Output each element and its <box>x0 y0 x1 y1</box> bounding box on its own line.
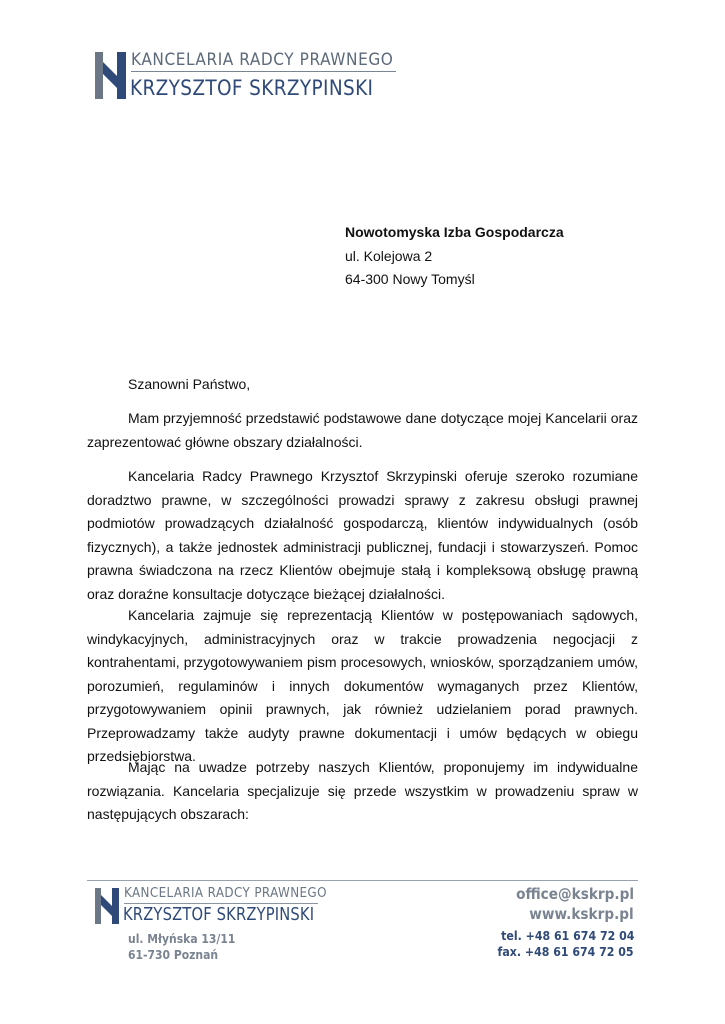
footer-logo-firm-name: KRZYSZTOF SKRZYPINSKI <box>123 905 315 925</box>
footer-divider <box>87 880 638 881</box>
letter-greeting: Szanowni Państwo, <box>128 376 251 392</box>
footer-address-street: ul. Młyńska 13/11 <box>128 932 236 946</box>
footer-email[interactable]: office@kskrp.pl <box>516 885 634 903</box>
footer-address-city: 61-730 Poznań <box>128 948 219 962</box>
recipient-city: 64-300 Nowy Tomyśl <box>345 271 475 287</box>
footer-logo-divider <box>124 903 318 904</box>
letter-paragraph: Mając na uwadze potrzeby naszych Klientów, proponujemy im indywidualne rozwiązania. Kancelaria specjalizuje się przede wszystkim w prowadzeniu spraw w następujących obszarach: <box>87 759 638 822</box>
footer-logo-mark-icon <box>95 888 120 924</box>
logo-mark-icon <box>95 52 127 99</box>
logo-firm-name: KRZYSZTOF SKRZYPINSKI <box>130 76 374 101</box>
footer-phone: tel. +48 61 674 72 04 <box>500 928 634 943</box>
logo-divider <box>131 71 396 72</box>
recipient-street: ul. Kolejowa 2 <box>345 247 433 264</box>
letter-paragraph: Kancelaria zajmuje się reprezentacją Klientów w postępowaniach sądowych, windykacyjnych, administracyjnych oraz w trakcie prowadzenia negocjacji z kontrahentami, przygotowywaniem pism procesowych, wniosków, sporządzaniem umów, porozumień, regulaminów i innych dokumentów wymaganych przez Klientów, przygotowywaniem opinii prawnych, jak również udzielaniem porad prawnych. Przeprowadzamy także audyty prawne dokumentacji i umów będących w obiegu przedsiębiorstwa. <box>87 607 638 764</box>
footer-logo-firm-type: KANCELARIA RADCY PRAWNEGO <box>124 886 327 901</box>
footer-fax: fax. +48 61 674 72 05 <box>497 944 634 959</box>
recipient-name: Nowotomyska Izba Gospodarcza <box>345 224 564 240</box>
letter-paragraph: Mam przyjemność przedstawić podstawowe dane dotyczące mojej Kancelarii oraz zaprezentować główne obszary działalności. <box>87 410 638 450</box>
letter-paragraph: Kancelaria Radcy Prawnego Krzysztof Skrzypinski oferuje szeroko rozumiane doradztwo prawne, w szczególności prowadzi sprawy z zakresu obsługi prawnej podmiotów prowadzących działalność gospodarczą, klientów indywidualnych (osób fizycznych), a także jednostek administracji publicznej, fundacji i stowarzyszeń. Pomoc prawna świadczona na rzecz Klientów obejmuje stałą i kompleksową obsługę prawną oraz doraźne konsultacje dotyczące bieżącej działalności. <box>87 468 638 602</box>
logo-firm-type: KANCELARIA RADCY PRAWNEGO <box>131 50 394 69</box>
footer-website[interactable]: www.kskrp.pl <box>529 905 634 923</box>
